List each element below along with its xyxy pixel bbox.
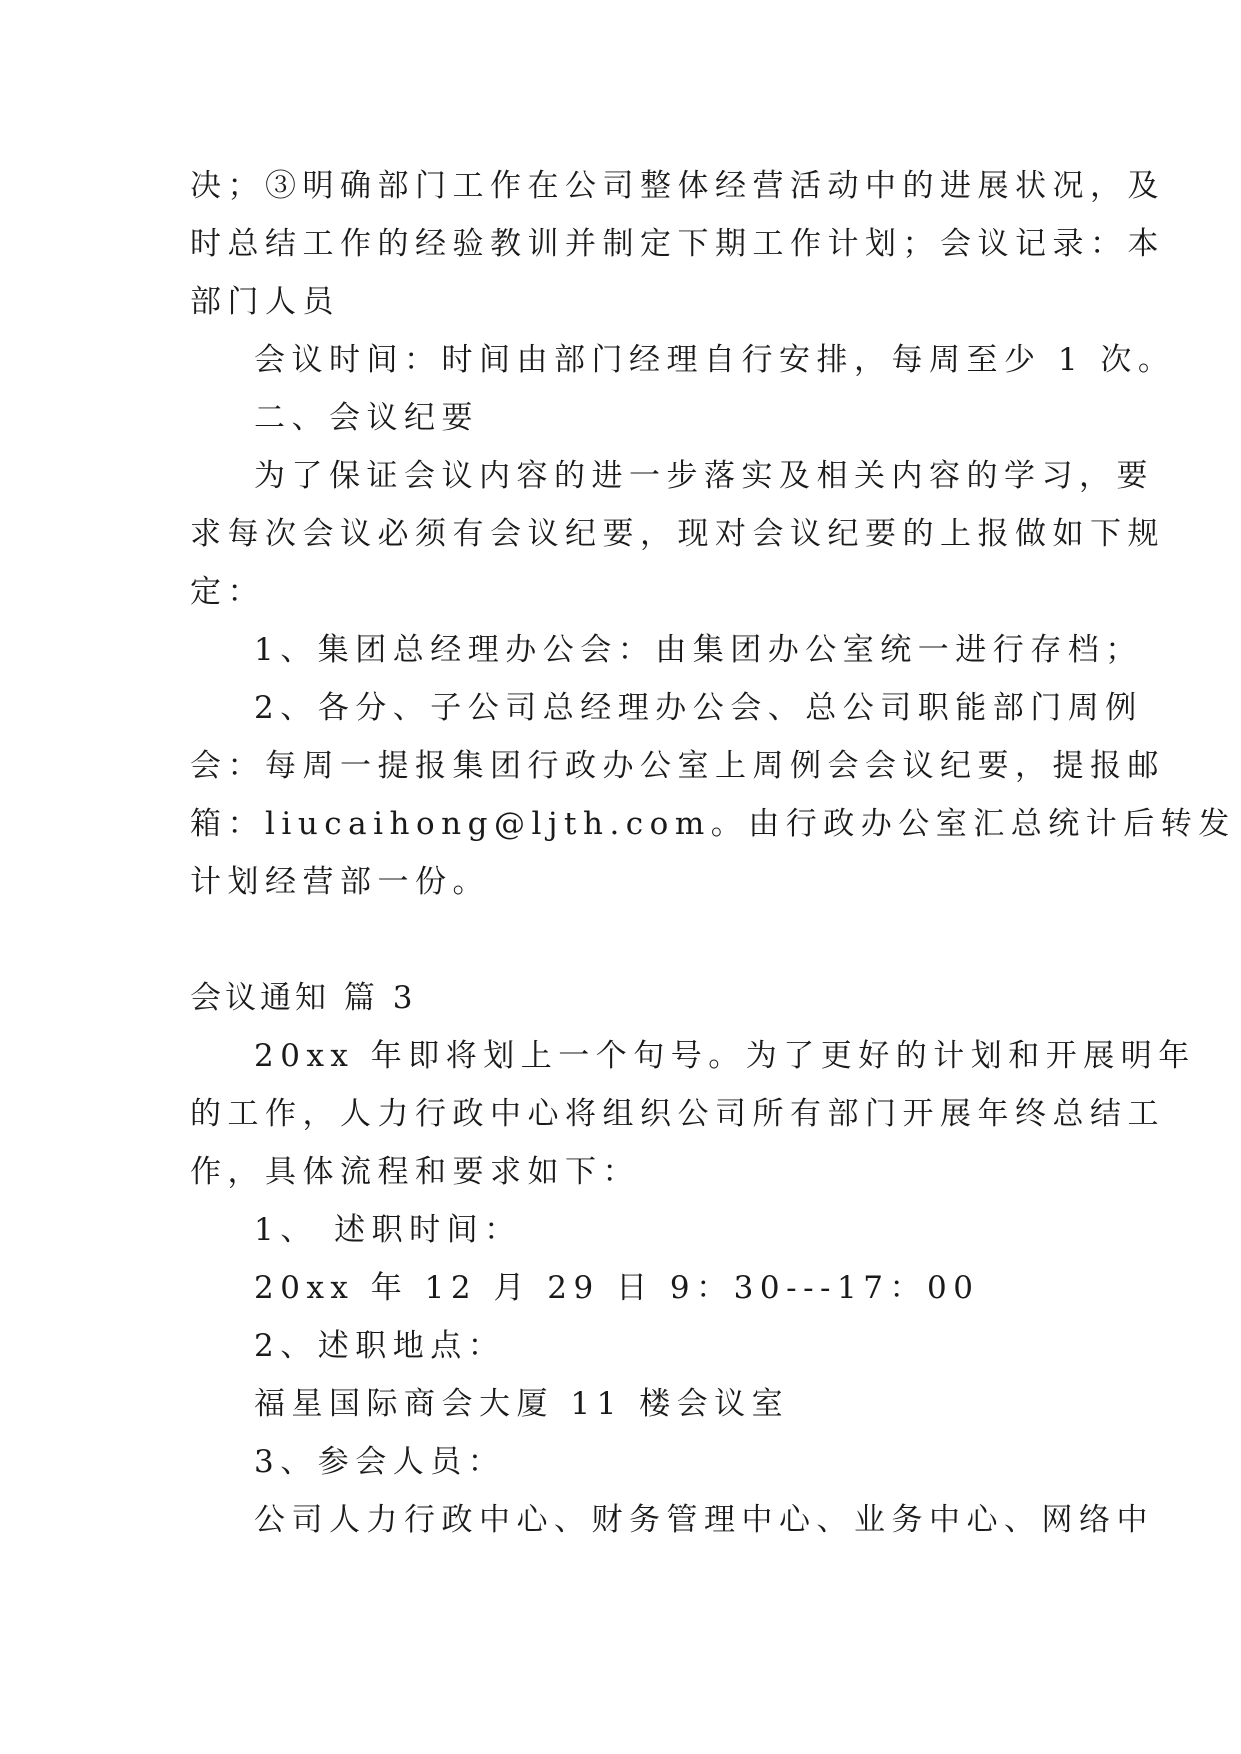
paragraph-line: 会：每周一提报集团行政办公室上周例会会议纪要，提报邮 [190, 748, 1165, 784]
paragraph-line: 为了保证会议内容的进一步落实及相关内容的学习，要 [254, 458, 1154, 494]
paragraph-line: 20xx 年即将划上一个句号。为了更好的计划和开展明年 [254, 1038, 1196, 1074]
paragraph-line: 会议时间：时间由部门经理自行安排，每周至少 1 次。 [254, 342, 1176, 378]
paragraph-line: 的工作，人力行政中心将组织公司所有部门开展年终总结工 [190, 1096, 1165, 1132]
paragraph-line: 部门人员 [190, 284, 340, 320]
paragraph-line: 时总结工作的经验教训并制定下期工作计划；会议记录：本 [190, 226, 1165, 262]
list-item: 2、述职地点： [254, 1328, 506, 1364]
article-heading: 会议通知 篇 3 [190, 980, 417, 1016]
paragraph-line: 福星国际商会大厦 11 楼会议室 [254, 1386, 790, 1422]
list-item: 3、参会人员： [254, 1444, 506, 1480]
paragraph-line: 计划经营部一份。 [190, 864, 490, 900]
paragraph-line: 作，具体流程和要求如下： [190, 1154, 640, 1190]
list-item: 1、 述职时间： [254, 1212, 522, 1248]
list-item: 2、各分、子公司总经理办公会、总公司职能部门周例 [254, 690, 1143, 726]
paragraph-line: 公司人力行政中心、财务管理中心、业务中心、网络中 [254, 1502, 1154, 1538]
paragraph-line: 求每次会议必须有会议纪要，现对会议纪要的上报做如下规 [190, 516, 1165, 552]
paragraph-line: 决；③明确部门工作在公司整体经营活动中的进展状况，及 [190, 168, 1165, 204]
list-item: 1、集团总经理办公会：由集团办公室统一进行存档； [254, 632, 1143, 668]
paragraph-line: 箱：liucaihong@ljth.com。由行政办公室汇总统计后转发 [190, 806, 1236, 842]
section-heading: 二、会议纪要 [254, 400, 479, 436]
paragraph-line: 定： [190, 574, 265, 610]
paragraph-line: 20xx 年 12 月 29 日 9：30---17：00 [254, 1270, 980, 1306]
